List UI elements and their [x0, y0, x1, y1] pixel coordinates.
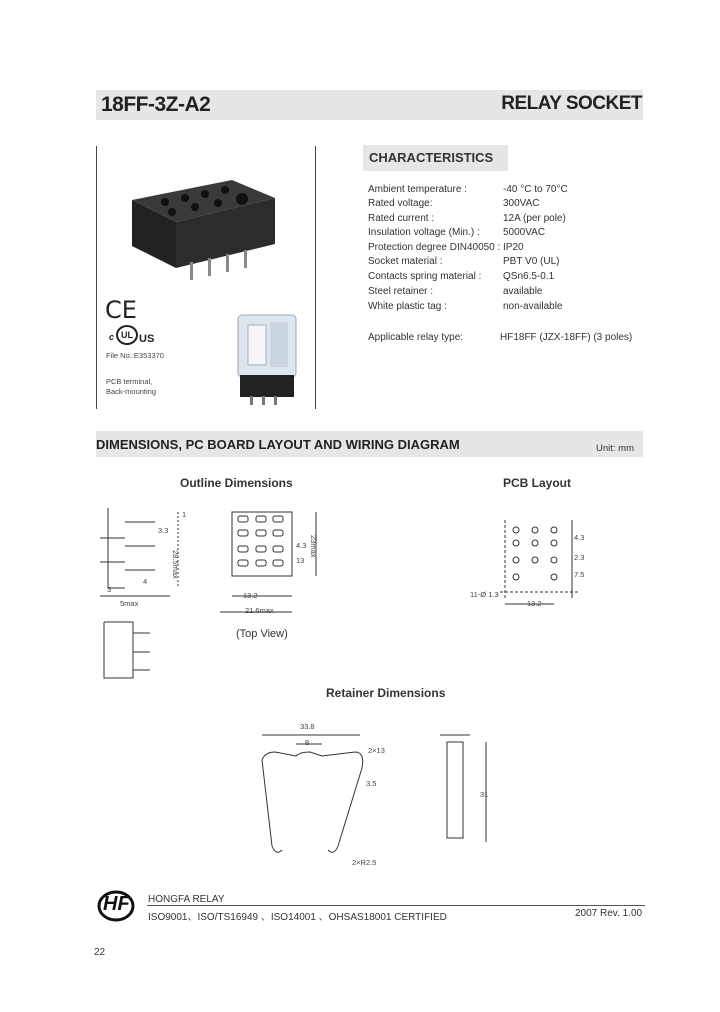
spec-value: available [503, 286, 543, 297]
dim-label: 11-Ø 1.3 [470, 590, 499, 599]
note-1: PCB terminal, [106, 377, 153, 386]
top-view-label: (Top View) [236, 628, 288, 640]
spec-value: QSn6.5-0.1 [503, 271, 555, 282]
unit-label: Unit: mm [596, 443, 634, 454]
dim-label: 4.3 [574, 533, 585, 542]
dim-label: 21.6max [245, 606, 274, 615]
spec-label: Steel retainer : [368, 286, 434, 297]
relay-photo [238, 315, 296, 405]
characteristics-title: CHARACTERISTICS [369, 150, 494, 165]
outline-title: Outline Dimensions [180, 476, 293, 490]
certifications: ISO9001、ISO/TS16949 、ISO14001 、OHSAS18001 CERTIFIED [148, 912, 447, 923]
dim-label: 4.3 [296, 541, 307, 550]
dim-label: 28.5max [171, 550, 180, 579]
ce-mark: CE [105, 296, 137, 324]
spec-label: Protection degree DIN40050 : [368, 242, 501, 253]
ul-us: US [139, 333, 155, 345]
hongfa-logo [96, 890, 142, 922]
product-title: RELAY SOCKET [501, 93, 642, 114]
company-name: HONGFA RELAY [148, 894, 225, 905]
spec-label: Rated voltage: [368, 198, 433, 209]
spec-value: non-available [503, 301, 563, 312]
spec-label: Contacts spring material : [368, 271, 482, 282]
dim-label: 3.3 [158, 526, 169, 535]
logo-text: HF [103, 893, 130, 915]
footer-rule [147, 905, 645, 906]
ul-icon: UL [116, 325, 138, 345]
dim-label: 2.3 [574, 553, 585, 562]
spec-value: -40 °C to 70°C [503, 184, 568, 195]
revision: 2007 Rev. 1.00 [575, 908, 643, 919]
pcb-title: PCB Layout [503, 476, 572, 490]
spec-value: 300VAC [503, 198, 540, 209]
page-number: 22 [94, 947, 106, 958]
spec-value: 12A (per pole) [503, 213, 566, 224]
dim-label: 1 [182, 510, 187, 519]
dim-label: 13.2 [243, 591, 258, 600]
dim-label: 31 [480, 790, 489, 799]
dim-label: 8 [305, 738, 310, 747]
dim-label: 13 [296, 556, 305, 565]
spec-label: Insulation voltage (Min.) : [368, 227, 480, 238]
characteristics-header [363, 145, 508, 171]
dim-label: 3.5 [366, 779, 377, 788]
ul-file: File No.:E353370 [106, 351, 164, 360]
spec-label: Ambient temperature : [368, 184, 467, 195]
dim-label: 23max [309, 535, 318, 558]
spec-value: PBT V0 (UL) [503, 256, 560, 267]
dim-label: 2×13 [368, 746, 385, 755]
spec-label: Rated current : [368, 213, 435, 224]
model-title: 18FF-3Z-A2 [101, 93, 211, 116]
spec-value: IP20 [503, 242, 524, 253]
dim-label: 13.2 [527, 599, 542, 608]
socket-photo [132, 180, 275, 280]
dim-label: 7.5 [574, 570, 585, 579]
spec-label: White plastic tag : [368, 301, 447, 312]
note-2: Back-mounting [106, 387, 157, 396]
retainer-title: Retainer Dimensions [326, 686, 446, 700]
spec-value: 5000VAC [503, 227, 546, 238]
relay-type-value: HF18FF (JZX-18FF) (3 poles) [500, 332, 633, 343]
dim-label: 5max [120, 599, 139, 608]
spec-label: Socket material : [368, 256, 443, 267]
relay-type-label: Applicable relay type: [368, 332, 464, 343]
dim-label: 2×R2.5 [352, 858, 377, 867]
dim-label: 3 [107, 585, 112, 594]
dimensions-title: DIMENSIONS, PC BOARD LAYOUT AND WIRING DIAGRAM [96, 437, 460, 452]
dim-label: 4 [143, 577, 148, 586]
dim-label: 33.8 [300, 722, 315, 731]
ul-prefix: c [109, 332, 115, 342]
